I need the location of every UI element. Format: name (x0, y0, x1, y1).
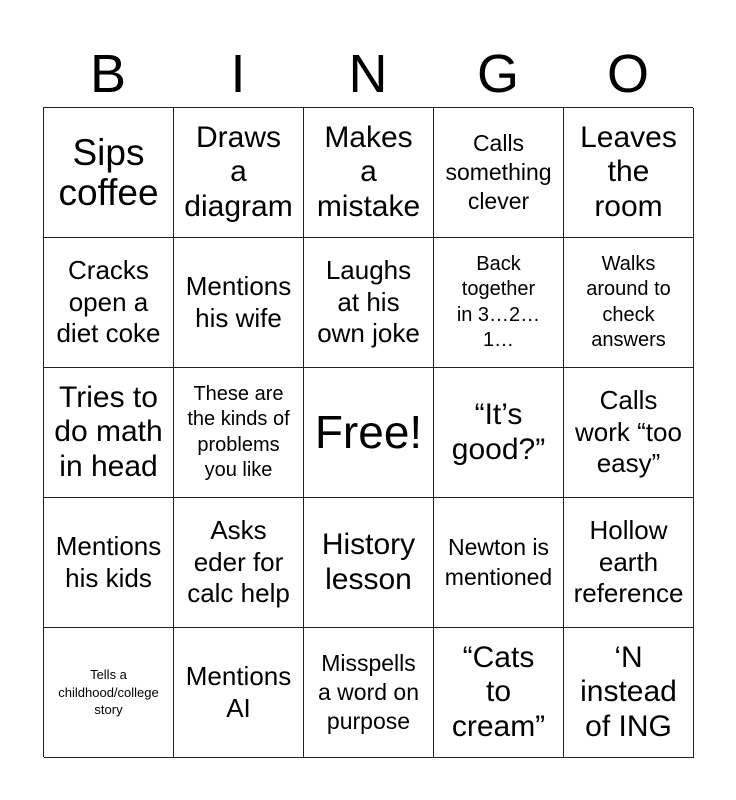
cell-text: Mentions AI (185, 660, 292, 723)
bingo-cell-r5c2[interactable] (174, 628, 304, 758)
cell-text: Tries to do math in head (54, 380, 163, 483)
bingo-cell-free[interactable] (304, 368, 434, 498)
cell-text: ‘N instead of ING (580, 640, 677, 743)
cell-text: Walks around to check answers (586, 252, 671, 351)
bingo-cell-r3c4[interactable] (434, 368, 564, 498)
cell-text: Hollow earth reference (573, 514, 684, 609)
cell-text: These are the kinds of problems you like (187, 382, 290, 481)
bingo-cell-r4c3[interactable] (304, 498, 434, 628)
cell-text: Tells a childhood/college story (58, 667, 159, 718)
bingo-cell-r2c5[interactable] (564, 238, 694, 368)
bingo-cell-r2c4[interactable] (434, 238, 564, 368)
bingo-cell-r4c2[interactable] (174, 498, 304, 628)
cell-text: Draws a diagram (184, 120, 293, 223)
cell-text: Back together in 3…2… 1… (456, 252, 541, 351)
cell-text: Asks eder for calc help (187, 514, 290, 609)
bingo-header (43, 40, 693, 108)
cell-text: Calls work “too easy” (575, 384, 682, 479)
bingo-cell-r1c5[interactable] (564, 108, 694, 238)
cell-text: Sips coffee (58, 131, 159, 213)
cell-text: Calls something clever (445, 129, 552, 215)
bingo-cell-r5c3[interactable] (304, 628, 434, 758)
cell-text: Laughs at his own joke (317, 254, 420, 349)
cell-text: Mentions his wife (185, 270, 292, 333)
bingo-cell-r1c1[interactable] (44, 108, 174, 238)
header-letter-n: N (348, 44, 388, 104)
bingo-cell-r4c4[interactable] (434, 498, 564, 628)
cell-text: Makes a mistake (316, 120, 421, 223)
cell-text: Cracks open a diet coke (56, 254, 161, 349)
header-letter-i: I (230, 44, 246, 104)
bingo-board (43, 107, 693, 757)
header-letter-g: G (476, 44, 519, 104)
bingo-cell-r1c2[interactable] (174, 108, 304, 238)
bingo-cell-r3c1[interactable] (44, 368, 174, 498)
cell-text: History lesson (321, 528, 416, 596)
bingo-cell-r1c4[interactable] (434, 108, 564, 238)
cell-text: “It’s good?” (451, 398, 546, 466)
bingo-cell-r4c1[interactable] (44, 498, 174, 628)
free-space-text: Free! (314, 405, 423, 458)
bingo-cell-r4c5[interactable] (564, 498, 694, 628)
bingo-cell-r5c5[interactable] (564, 628, 694, 758)
bingo-cell-r2c1[interactable] (44, 238, 174, 368)
bingo-cell-r5c4[interactable] (434, 628, 564, 758)
cell-text: Newton is mentioned (444, 534, 553, 590)
cell-text: Misspells a word on purpose (317, 649, 419, 735)
cell-text: “Cats to cream” (451, 640, 546, 743)
bingo-cell-r2c2[interactable] (174, 238, 304, 368)
bingo-cell-r1c3[interactable] (304, 108, 434, 238)
cell-text: Mentions his kids (55, 530, 162, 593)
cell-text: Leaves the room (580, 120, 677, 223)
header-letter-o: O (606, 44, 649, 104)
bingo-cell-r3c5[interactable] (564, 368, 694, 498)
bingo-cell-r5c1[interactable] (44, 628, 174, 758)
bingo-cell-r3c2[interactable] (174, 368, 304, 498)
header-letter-b: B (89, 44, 127, 104)
bingo-cell-r2c3[interactable] (304, 238, 434, 368)
